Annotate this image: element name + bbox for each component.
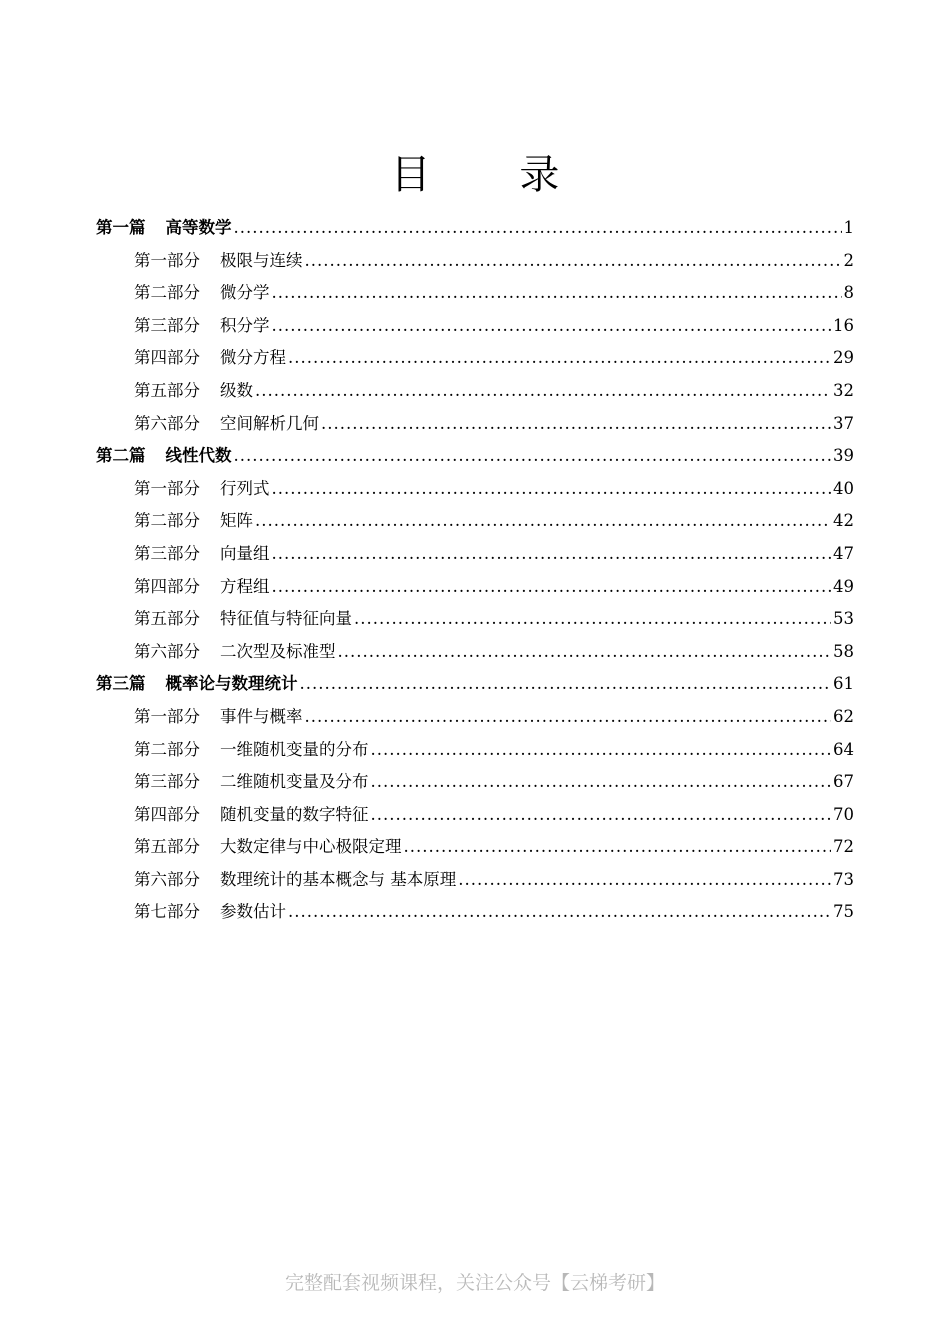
toc-entry-number: 第六部分 xyxy=(134,869,200,889)
toc-entry-label xyxy=(134,734,369,767)
toc-page-number: 29 xyxy=(833,348,854,368)
toc-entry-label xyxy=(134,505,253,538)
toc-entry-number: 第二部分 xyxy=(134,739,200,759)
toc-entry-number: 第二篇 xyxy=(96,446,146,466)
toc-entry-label xyxy=(134,636,336,669)
toc-entry-title: 微分方程 xyxy=(220,348,286,368)
toc-page-number: 75 xyxy=(833,902,854,922)
toc-entry-title: 微分学 xyxy=(220,283,270,303)
toc-leader-dots xyxy=(354,603,831,636)
toc-entry-title: 特征值与特征向量 xyxy=(220,609,352,629)
toc-chapter-row[interactable] xyxy=(96,864,854,897)
toc-chapter-row[interactable] xyxy=(96,701,854,734)
toc-entry-label xyxy=(134,408,319,441)
toc-leader-dots xyxy=(234,212,842,245)
toc-entry-label xyxy=(134,375,253,408)
toc-entry-number: 第五部分 xyxy=(134,609,200,629)
toc-chapter-row[interactable] xyxy=(96,375,854,408)
toc-entry-number: 第六部分 xyxy=(134,641,200,661)
table-of-contents xyxy=(96,212,854,929)
toc-entry-label xyxy=(134,701,303,734)
toc-entry-label xyxy=(134,310,270,343)
toc-chapter-row[interactable] xyxy=(96,831,854,864)
toc-entry-label xyxy=(134,245,303,278)
toc-leader-dots xyxy=(458,864,831,897)
toc-leader-dots xyxy=(272,538,832,571)
toc-chapter-row[interactable] xyxy=(96,245,854,278)
toc-leader-dots xyxy=(234,440,832,473)
toc-leader-dots xyxy=(305,701,832,734)
toc-page-number: 70 xyxy=(833,804,854,824)
toc-entry-title: 矩阵 xyxy=(220,511,253,531)
toc-entry-number: 第五部分 xyxy=(134,380,200,400)
toc-entry-title: 二维随机变量及分布 xyxy=(220,772,369,792)
toc-chapter-row[interactable] xyxy=(96,799,854,832)
page-title: 目 录 xyxy=(390,152,598,198)
toc-page-number: 73 xyxy=(833,869,854,889)
toc-entry-label xyxy=(134,864,456,897)
toc-entry-number: 第四部分 xyxy=(134,348,200,368)
toc-entry-title: 线性代数 xyxy=(165,446,232,466)
toc-leader-dots xyxy=(371,734,832,767)
toc-chapter-row[interactable] xyxy=(96,636,854,669)
toc-leader-dots xyxy=(255,375,831,408)
toc-entry-number: 第三部分 xyxy=(134,543,200,563)
toc-entry-label xyxy=(96,440,232,473)
toc-page-number: 67 xyxy=(833,772,854,792)
toc-page-number: 32 xyxy=(833,380,854,400)
toc-entry-title: 空间解析几何 xyxy=(220,413,319,433)
toc-leader-dots xyxy=(272,277,842,310)
toc-entry-label xyxy=(134,766,369,799)
toc-page-number: 62 xyxy=(833,706,854,726)
toc-page-number: 16 xyxy=(833,315,854,335)
toc-entry-number: 第七部分 xyxy=(134,902,200,922)
toc-leader-dots xyxy=(288,896,831,929)
toc-entry-label xyxy=(134,831,402,864)
toc-entry-title: 二次型及标准型 xyxy=(220,641,336,661)
toc-page-number: 8 xyxy=(843,283,854,303)
toc-entry-number: 第三部分 xyxy=(134,772,200,792)
toc-leader-dots xyxy=(321,408,831,441)
toc-chapter-row[interactable] xyxy=(96,408,854,441)
toc-leader-dots xyxy=(272,310,832,343)
toc-part-row[interactable] xyxy=(96,440,854,473)
toc-chapter-row[interactable] xyxy=(96,473,854,506)
toc-entry-label xyxy=(134,277,270,310)
toc-entry-number: 第三篇 xyxy=(96,674,146,694)
toc-page-number: 58 xyxy=(833,641,854,661)
toc-entry-title: 事件与概率 xyxy=(220,706,303,726)
toc-page-number: 2 xyxy=(843,250,854,270)
toc-chapter-row[interactable] xyxy=(96,896,854,929)
toc-entry-number: 第一篇 xyxy=(96,218,146,237)
toc-entry-title: 大数定律与中心极限定理 xyxy=(220,837,402,857)
toc-entry-title: 方程组 xyxy=(220,576,270,596)
toc-page-number: 37 xyxy=(833,413,854,433)
toc-leader-dots xyxy=(338,636,832,669)
toc-entry-label xyxy=(96,212,232,245)
toc-entry-number: 第二部分 xyxy=(134,511,200,531)
toc-entry-title: 行列式 xyxy=(220,478,270,498)
toc-entry-title: 随机变量的数字特征 xyxy=(220,804,369,824)
toc-entry-number: 第三部分 xyxy=(134,315,200,335)
toc-entry-title: 高等数学 xyxy=(165,218,232,237)
toc-chapter-row[interactable] xyxy=(96,277,854,310)
toc-entry-label xyxy=(134,799,369,832)
toc-entry-title: 参数估计 xyxy=(220,902,286,922)
toc-page-number: 61 xyxy=(833,674,854,694)
toc-entry-title: 极限与连续 xyxy=(220,250,303,270)
toc-page-number: 64 xyxy=(833,739,854,759)
toc-leader-dots xyxy=(404,831,832,864)
toc-entry-title: 积分学 xyxy=(220,315,270,335)
toc-entry-label xyxy=(134,538,270,571)
toc-entry-number: 第一部分 xyxy=(134,478,200,498)
toc-page-number: 39 xyxy=(833,446,854,466)
toc-entry-label xyxy=(134,603,352,636)
toc-entry-label xyxy=(134,571,270,604)
toc-entry-number: 第一部分 xyxy=(134,250,200,270)
toc-leader-dots xyxy=(371,799,832,832)
toc-entry-label xyxy=(134,896,286,929)
footer-note: 完整配套视频课程，关注公众号【云梯考研】 xyxy=(284,1272,665,1294)
toc-entry-number: 第六部分 xyxy=(134,413,200,433)
toc-chapter-row[interactable] xyxy=(96,734,854,767)
toc-leader-dots xyxy=(272,571,832,604)
toc-entry-label xyxy=(96,668,298,701)
toc-entry-number: 第四部分 xyxy=(134,576,200,596)
toc-page-number: 72 xyxy=(833,837,854,857)
toc-page-number: 40 xyxy=(833,478,854,498)
toc-chapter-row[interactable] xyxy=(96,571,854,604)
toc-entry-number: 第一部分 xyxy=(134,706,200,726)
toc-leader-dots xyxy=(272,473,832,506)
toc-chapter-row[interactable] xyxy=(96,766,854,799)
toc-leader-dots xyxy=(305,245,842,278)
toc-entry-number: 第四部分 xyxy=(134,804,200,824)
toc-page-number: 1 xyxy=(843,218,854,237)
toc-entry-number: 第二部分 xyxy=(134,283,200,303)
toc-page-number: 47 xyxy=(833,543,854,563)
toc-page-number: 42 xyxy=(833,511,854,531)
toc-part-row[interactable] xyxy=(96,212,854,245)
toc-chapter-row[interactable] xyxy=(96,603,854,636)
toc-chapter-row[interactable] xyxy=(96,505,854,538)
toc-entry-title: 概率论与数理统计 xyxy=(165,674,298,694)
toc-leader-dots xyxy=(255,505,831,538)
toc-leader-dots xyxy=(371,766,832,799)
toc-entry-title: 级数 xyxy=(220,380,253,400)
toc-entry-title: 一维随机变量的分布 xyxy=(220,739,369,759)
toc-entry-label xyxy=(134,342,286,375)
toc-chapter-row[interactable] xyxy=(96,342,854,375)
toc-page-number: 49 xyxy=(833,576,854,596)
toc-part-row[interactable] xyxy=(96,668,854,701)
toc-chapter-row[interactable] xyxy=(96,310,854,343)
toc-chapter-row[interactable] xyxy=(96,538,854,571)
toc-entry-label xyxy=(134,473,270,506)
toc-entry-number: 第五部分 xyxy=(134,837,200,857)
toc-leader-dots xyxy=(288,342,831,375)
toc-leader-dots xyxy=(300,668,832,701)
toc-page-number: 53 xyxy=(833,609,854,629)
toc-entry-title: 向量组 xyxy=(220,543,270,563)
toc-entry-title: 数理统计的基本概念与 基本原理 xyxy=(220,869,457,889)
